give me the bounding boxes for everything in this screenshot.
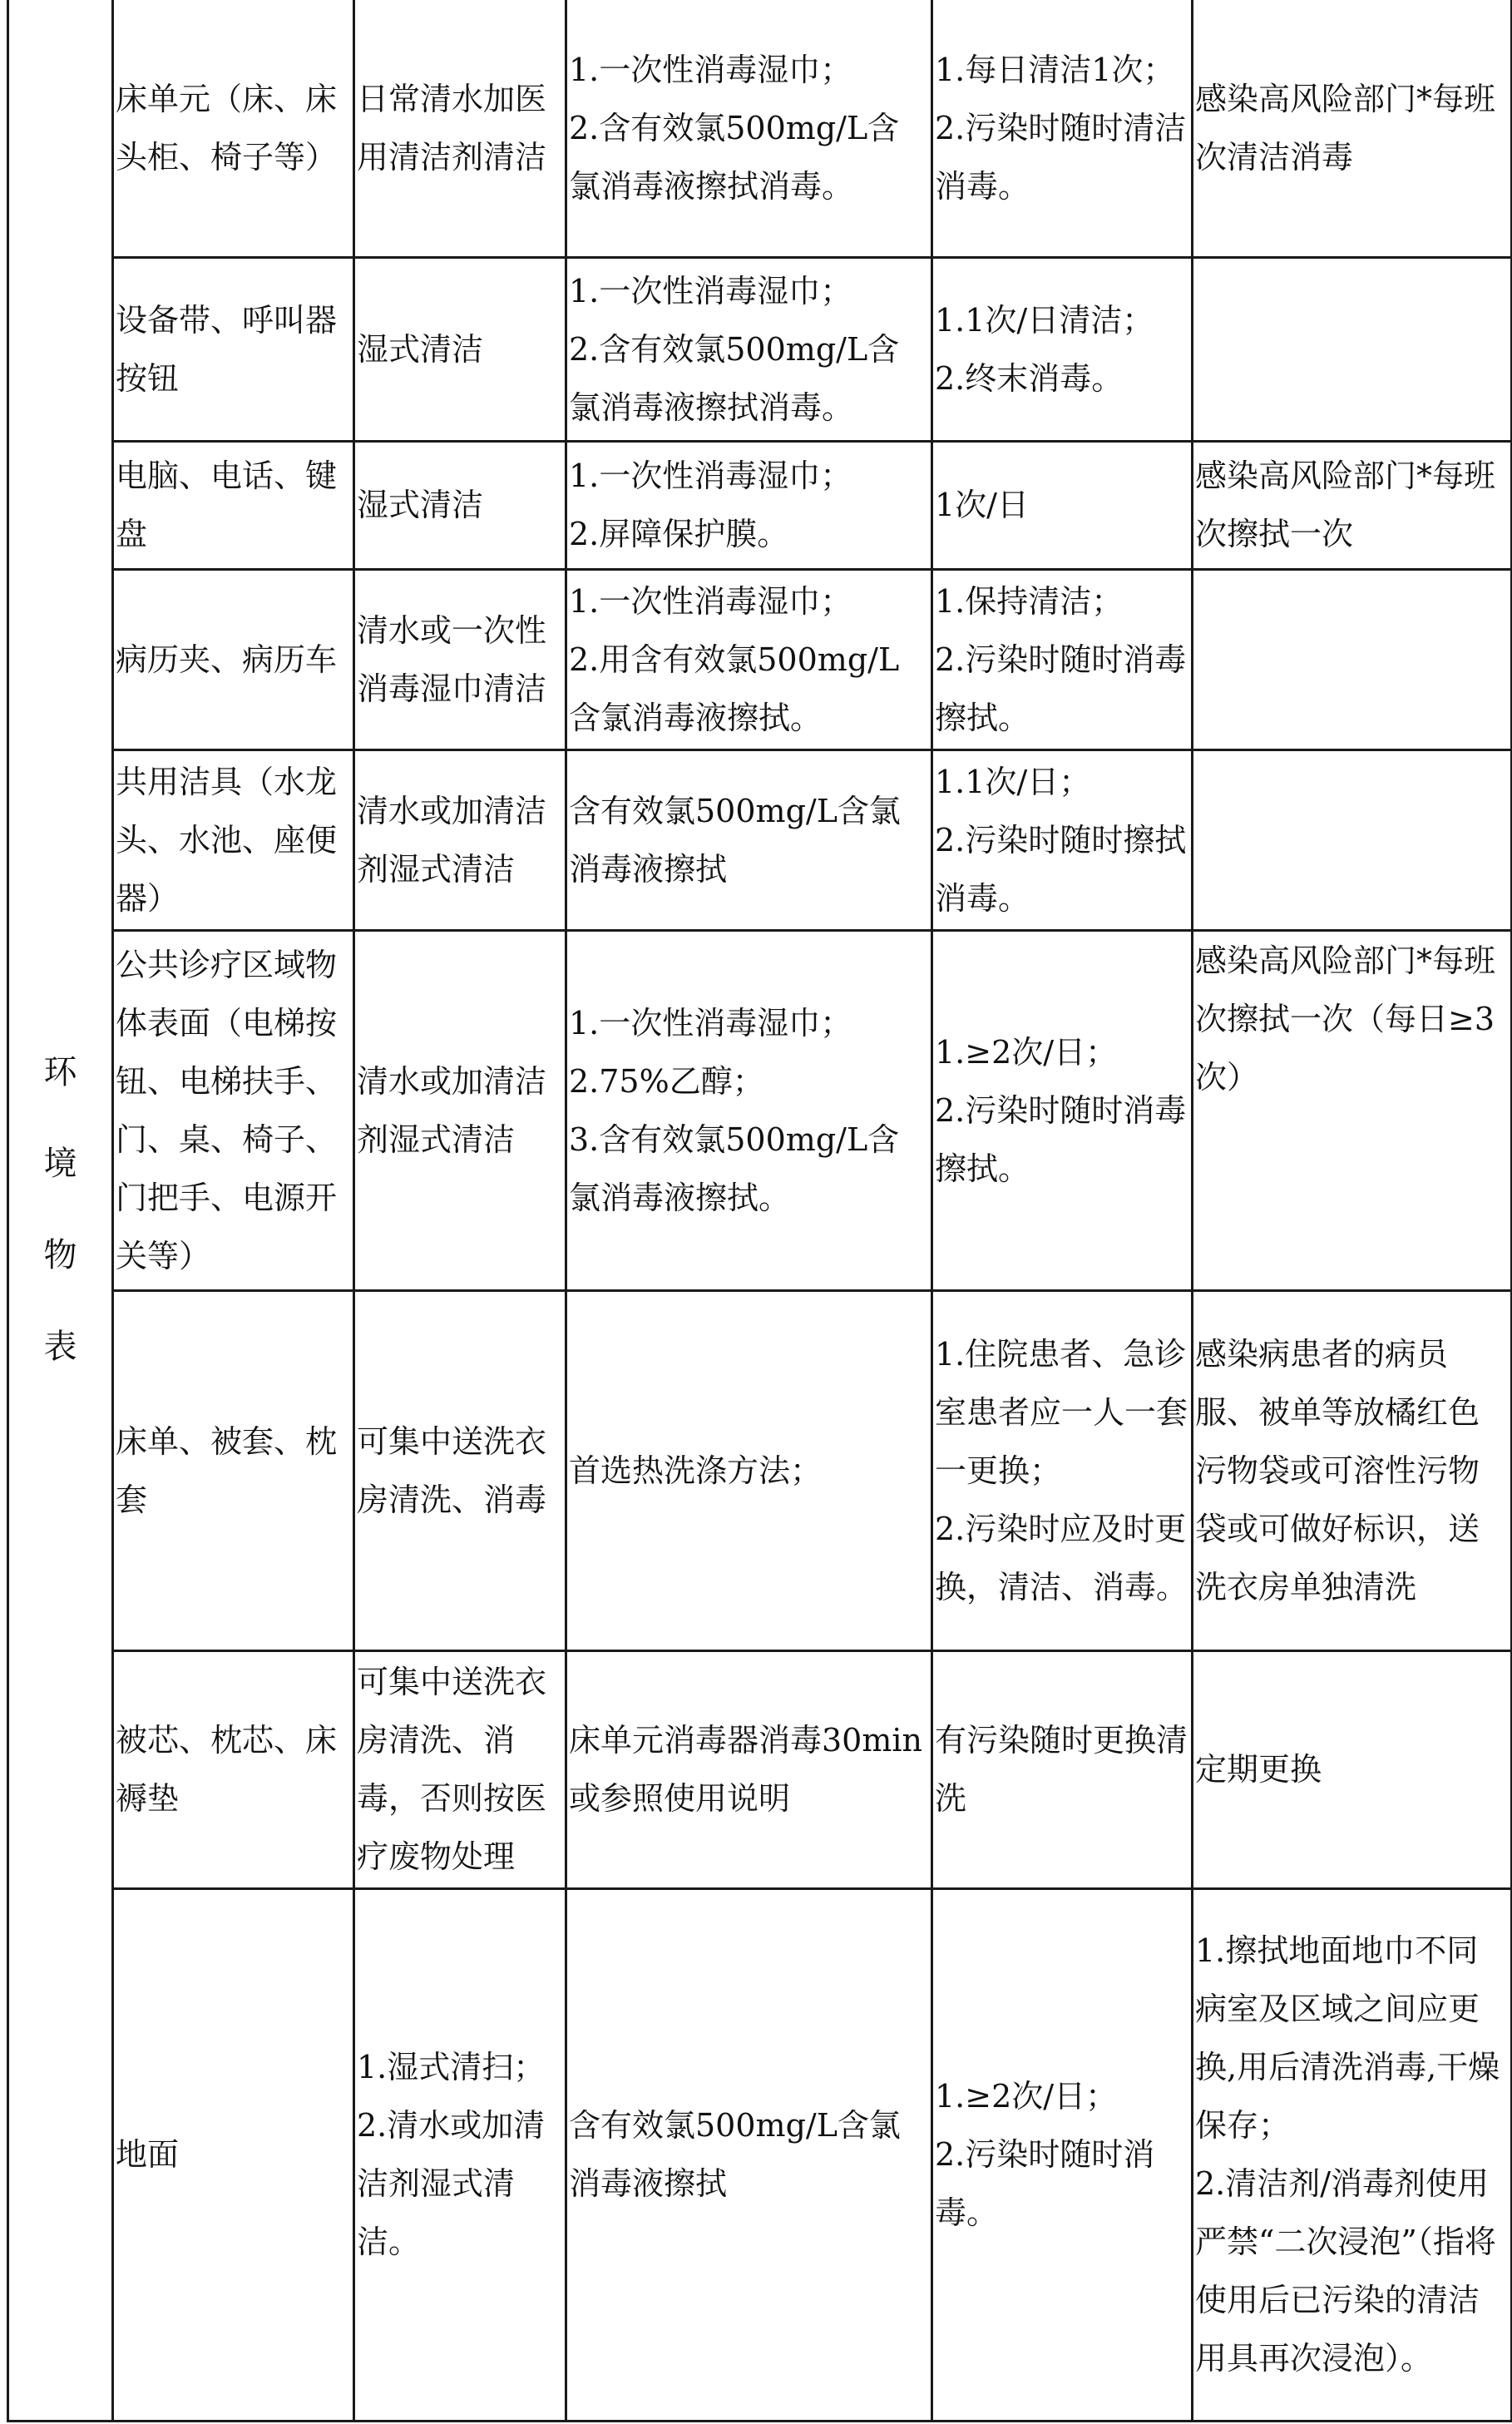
remarks-cell xyxy=(1193,257,1512,441)
disinfection-line: 3.含有效氯500mg/L含氯消毒液擦拭。 xyxy=(569,1120,900,1216)
cleaning-line: 1.湿式清扫； xyxy=(357,2049,546,2085)
item-cell: 被芯、枕芯、床褥垫 xyxy=(113,1650,354,1888)
cleaning-cell: 清水或加清洁剂湿式清洁 xyxy=(354,749,566,930)
remarks-line: 定期更换 xyxy=(1195,1751,1322,1788)
frequency-line: 2.污染时随时擦拭消毒。 xyxy=(935,821,1187,917)
frequency-line: 2.污染时随时清洁消毒。 xyxy=(935,109,1187,205)
table-row xyxy=(8,257,1512,441)
disinfection-line: 2.含有效氯500mg/L含氯消毒液擦拭消毒。 xyxy=(569,330,900,426)
disinfection-line: 含有效氯500mg/L含氯消毒液擦拭 xyxy=(569,792,901,888)
disinfection-cell xyxy=(566,749,932,930)
remarks-cell xyxy=(1193,1888,1512,2421)
disinfection-line: 2.含有效氯500mg/L含氯消毒液擦拭消毒。 xyxy=(569,109,900,205)
disinfection-line: 首选热洗涤方法； xyxy=(569,1452,823,1489)
disinfection-line: 2.用含有效氯500mg/L含氯消毒液擦拭。 xyxy=(569,641,900,736)
disinfection-cell xyxy=(566,569,932,749)
remarks-cell xyxy=(1193,1290,1512,1650)
remarks-line: 1.擦拭地面地巾不同病室及区域之间应更换,用后清洗消毒,干燥保存； xyxy=(1195,1932,1500,2144)
cleaning-cell xyxy=(354,1888,566,2421)
item-cell: 公共诊疗区域物体表面（电梯按钮、电梯扶手、门、桌、椅子、门把手、电源开关等） xyxy=(113,930,354,1290)
frequency-cell xyxy=(932,930,1193,1290)
frequency-line: 1.住院患者、急诊室患者应一人一套一更换； xyxy=(935,1335,1188,1489)
category-char: 表 xyxy=(43,1328,77,1367)
frequency-line: 1.1次/日； xyxy=(935,763,1091,800)
frequency-cell xyxy=(932,0,1193,257)
frequency-line: 2.污染时随时消毒擦拭。 xyxy=(935,641,1187,736)
item-cell: 电脑、电话、键盘 xyxy=(113,441,354,569)
frequency-line: 1.1次/日清洁； xyxy=(935,301,1154,339)
disinfection-line: 1.一次性消毒湿巾； xyxy=(569,582,852,620)
disinfection-cell xyxy=(566,0,932,257)
disinfection-line: 床单元消毒器消毒30min或参照使用说明 xyxy=(569,1722,923,1817)
cleaning-line: 2.清水或加清洁剂湿式清洁。 xyxy=(357,2107,546,2260)
frequency-line: 2.污染时随时消毒擦拭。 xyxy=(935,1091,1187,1187)
remarks-cell xyxy=(1193,0,1512,257)
table-row xyxy=(8,441,1512,569)
frequency-line: 1.每日清洁1次； xyxy=(935,51,1175,88)
table-row xyxy=(8,1290,1512,1650)
table-row xyxy=(8,1650,1512,1888)
remarks-line: 感染高风险部门*每班次清洁消毒 xyxy=(1195,80,1496,176)
frequency-cell xyxy=(932,1650,1193,1888)
cleaning-cell: 湿式清洁 xyxy=(354,441,566,569)
table-row xyxy=(8,1888,1512,2421)
item-cell: 共用洁具（水龙头、水池、座便器） xyxy=(113,749,354,930)
disinfection-cell xyxy=(566,257,932,441)
frequency-line: 有污染随时更换清洗 xyxy=(935,1722,1188,1817)
disinfection-line: 1.一次性消毒湿巾； xyxy=(569,51,852,88)
disinfection-cell xyxy=(566,930,932,1290)
cleaning-cell: 可集中送洗衣房清洗、消毒，否则按医疗废物处理 xyxy=(354,1650,566,1888)
disinfection-line: 2.屏障保护膜。 xyxy=(569,516,789,552)
remarks-line: 2.清洁剂/消毒剂使用严禁“二次浸泡”（指将使用后已污染的清洁用具再次浸泡）。 xyxy=(1195,2165,1496,2377)
remarks-cell xyxy=(1193,749,1512,930)
category-label xyxy=(44,1026,77,1393)
cleaning-cell: 湿式清洁 xyxy=(354,257,566,441)
remarks-line: 感染高风险部门*每班次擦拭一次（每日≥3次） xyxy=(1195,942,1496,1096)
cleaning-cell: 清水或加清洁剂湿式清洁 xyxy=(354,930,566,1290)
disinfection-table xyxy=(7,0,1512,2422)
remarks-line: 感染病患者的病员服、被单等放橘红色污物袋或可溶性污物袋或可做好标识，送洗衣房单独清洗 xyxy=(1195,1335,1480,1605)
disinfection-line: 1.一次性消毒湿巾； xyxy=(569,1004,852,1041)
cleaning-cell: 可集中送洗衣房清洗、消毒 xyxy=(354,1290,566,1650)
item-cell: 病历夹、病历车 xyxy=(113,569,354,749)
table-row xyxy=(8,749,1512,930)
disinfection-line: 2.75%乙醇； xyxy=(569,1062,764,1100)
remarks-cell xyxy=(1193,569,1512,749)
disinfection-cell xyxy=(566,1888,932,2421)
frequency-cell xyxy=(932,441,1193,569)
disinfection-line: 1.一次性消毒湿巾； xyxy=(569,272,852,309)
frequency-line: 2.终末消毒。 xyxy=(935,359,1124,397)
frequency-line: 1.≥2次/日； xyxy=(935,2078,1118,2115)
item-cell: 地面 xyxy=(113,1888,354,2421)
frequency-cell xyxy=(932,1888,1193,2421)
frequency-cell xyxy=(932,257,1193,441)
cleaning-cell: 日常清水加医用清洁剂清洁 xyxy=(354,0,566,257)
frequency-cell xyxy=(932,569,1193,749)
frequency-line: 1次/日 xyxy=(935,487,1029,523)
disinfection-cell xyxy=(566,1650,932,1888)
disinfection-line: 1.一次性消毒湿巾； xyxy=(569,458,852,494)
frequency-line: 2.污染时应及时更换，清洁、消毒。 xyxy=(935,1510,1188,1605)
table-row xyxy=(8,930,1512,1290)
remarks-cell xyxy=(1193,930,1512,1290)
remarks-cell xyxy=(1193,1650,1512,1888)
category-char: 环 xyxy=(43,1053,77,1092)
item-cell: 床单、被套、枕套 xyxy=(113,1290,354,1650)
remarks-line: 感染高风险部门*每班次擦拭一次 xyxy=(1195,458,1496,552)
category-cell xyxy=(8,0,113,2421)
frequency-cell xyxy=(932,749,1193,930)
disinfection-cell xyxy=(566,441,932,569)
remarks-cell xyxy=(1193,441,1512,569)
frequency-line: 2.污染时随时消毒。 xyxy=(935,2136,1155,2231)
table-row xyxy=(8,0,1512,257)
frequency-line: 1.≥2次/日； xyxy=(935,1033,1118,1071)
disinfection-line: 含有效氯500mg/L含氯消毒液擦拭 xyxy=(569,2107,901,2202)
category-char: 物 xyxy=(43,1236,77,1275)
frequency-line: 1.保持清洁； xyxy=(935,582,1124,620)
disinfection-cell xyxy=(566,1290,932,1650)
cleaning-cell: 清水或一次性消毒湿巾清洁 xyxy=(354,569,566,749)
item-cell: 床单元（床、床头柜、椅子等） xyxy=(113,0,354,257)
item-cell: 设备带、呼叫器按钮 xyxy=(113,257,354,441)
frequency-cell xyxy=(932,1290,1193,1650)
table-row xyxy=(8,569,1512,749)
category-char: 境 xyxy=(43,1145,77,1184)
